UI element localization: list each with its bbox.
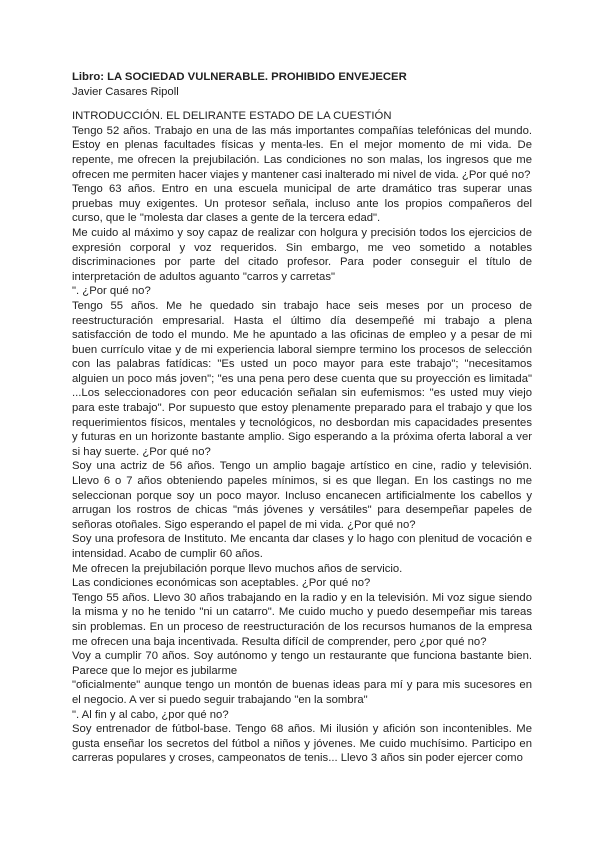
paragraph: Tengo 52 años. Trabajo en una de las más importantes compañías telefónicas del mundo. Estoy en plenas facultades físicas y menta-les. En el mejor momento de mi vida. De repente, me ofrecen la prejubilación. Las condiciones no son malas, los ingresos que me ofrecen me permiten hacer viajes y mantener casi inalterado mi nivel de vida. ¿Por qué no? <box>72 124 532 181</box>
paragraph: Tengo 55 años. Llevo 30 años trabajando en la radio y en la televisión. Mi voz sigue siendo la misma y no he tenido "ni un catarro". Me cuido mucho y puedo desempeñar mis tareas sin problemas. En un proceso de reestructuración de los recursos humanos de la empresa me ofrecen una baja incentivada. Resulta difícil de comprender, pero ¿por qué no? <box>72 591 532 648</box>
paragraph: Tengo 63 años. Entro en una escuela municipal de arte dramático tras superar unas pruebas muy exigentes. Un protesor señala, incluso ante los propios compañeros del curso, que le "molesta dar clases a gente de la tercera edad". <box>72 183 532 225</box>
paragraph: Me ofrecen la prejubilación porque llevo muchos años de servicio. <box>72 562 403 575</box>
section-heading: INTRODUCCIÓN. EL DELIRANTE ESTADO DE LA CUESTIÓN <box>72 110 392 123</box>
paragraph: ". ¿Por qué no? <box>72 285 151 298</box>
paragraph: Voy a cumplir 70 años. Soy autónomo y tengo un restaurante que funciona bastante bien. Parece que lo mejor es jubilarme <box>72 650 532 677</box>
paragraph: Soy una actriz de 56 años. Tengo un amplio bagaje artístico en cine, radio y televisión. Llevo 6 o 7 años obteniendo papeles mínimos, si es que llegan. En los castings no me seleccionan porque soy un poco mayor. Incluso encanecen artificialmente los cabellos y arrugan los rostros de chicas "más jóvenes y versátiles" para desempeñar papeles de señoras otoñales. Sigo esperando el papel de mi vida. ¿Por qué no? <box>72 460 532 531</box>
paragraph: ". Al fin y al cabo, ¿por qué no? <box>72 708 229 721</box>
paragraph: "oficialmente" aunque tengo un montón de buenas ideas para mí y para mis sucesores en el negocio. A ver si puedo seguir trabajando "en la sombra" <box>72 679 532 706</box>
author-name: Javier Casares Ripoll <box>72 85 179 98</box>
paragraph: Soy una profesora de Instituto. Me encanta dar clases y lo hago con plenitud de vocación e intensidad. Acabo de cumplir 60 años. <box>72 533 532 560</box>
paragraph: Las condiciones económicas son aceptables. ¿Por qué no? <box>72 577 371 590</box>
paragraph: Soy entrenador de fútbol-base. Tengo 68 años. Mi ilusión y afición son incontenibles. Me gusta enseñar los secretos del fútbol a niños y jóvenes. Me cuido muchísimo. Participo en carreras populares y croses, campeonatos de tenis... Llevo 3 años sin poder ejercer como <box>72 723 532 765</box>
paragraph: Me cuido al máximo y soy capaz de realizar con holgura y precisión todos los ejercicios de expresión corporal y voz requeridos. Sin embargo, me veo sometido a notables discriminaciones por parte del citado profesor. Para poder conseguir el título de interpretación de adultos aguanto "carros y carretas" <box>72 226 532 283</box>
document-page <box>72 70 532 766</box>
book-title: Libro: LA SOCIEDAD VULNERABLE. PROHIBIDO ENVEJECER <box>72 71 407 83</box>
paragraph: Tengo 55 años. Me he quedado sin trabajo hace seis meses por un proceso de reestructuración empresarial. Hasta el último día desempeñé mi trabajo a plena satisfacción de todo el mundo. Me he apuntado a las oficinas de empleo y a pesar de mi buen currículo vitae y de mi experiencia laboral siempre termino los procesos de selección con las palabras fatídicas: "Es usted un poco mayor para este trabajo"; "necesitamos alguien un poco más joven"; "es una pena pero dese cuenta que su proyección es limitada" ...Los seleccionadores con peor educación señalan sin eufemismos: "es usted muy viejo para este trabajo". Por supuesto que estoy plenamente preparado para el trabajo y que los requerimientos físicos, mentales y tecnológicos, no desbordan mis capacidades presentes y futuras en un horizonte bastante amplio. Sigo esperando a la próxima oferta laboral a ver si hay suerte. ¿Por qué no? <box>72 299 532 458</box>
